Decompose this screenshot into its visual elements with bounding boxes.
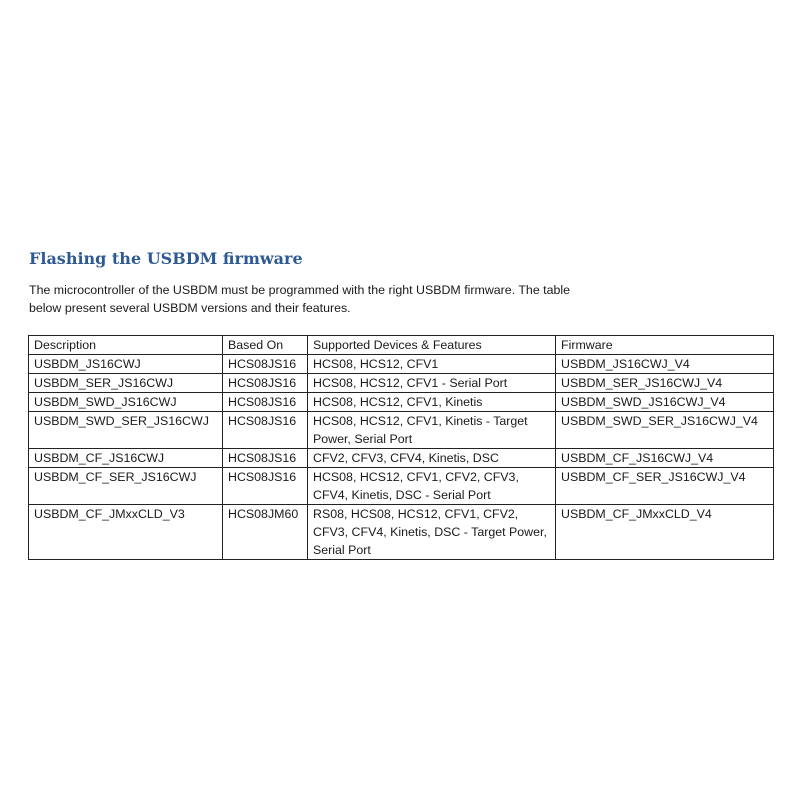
cell-description: USBDM_JS16CWJ: [29, 355, 223, 374]
table-header-row: [29, 336, 774, 355]
cell-supported-devices: RS08, HCS08, HCS12, CFV1, CFV2, CFV3, CFV4, Kinetis, DSC - Target Power, Serial Port: [308, 505, 556, 560]
cell-based-on: HCS08JS16: [223, 412, 308, 449]
cell-supported-devices: HCS08, HCS12, CFV1, Kinetis - Target Power, Serial Port: [308, 412, 556, 449]
table-row: [29, 393, 774, 412]
cell-description: USBDM_CF_JS16CWJ: [29, 449, 223, 468]
cell-supported-devices: HCS08, HCS12, CFV1, CFV2, CFV3, CFV4, Kinetis, DSC - Serial Port: [308, 468, 556, 505]
table-row: [29, 412, 774, 449]
header-based-on: Based On: [223, 336, 308, 355]
table-row: [29, 449, 774, 468]
cell-firmware: USBDM_SER_JS16CWJ_V4: [556, 374, 774, 393]
cell-supported-devices: HCS08, HCS12, CFV1, Kinetis: [308, 393, 556, 412]
header-description: Description: [29, 336, 223, 355]
header-firmware: Firmware: [556, 336, 774, 355]
intro-paragraph: [29, 281, 669, 317]
cell-based-on: HCS08JM60: [223, 505, 308, 560]
cell-based-on: HCS08JS16: [223, 355, 308, 374]
cell-description: USBDM_CF_JMxxCLD_V3: [29, 505, 223, 560]
intro-line: below present several USBDM versions and their features.: [29, 301, 351, 315]
cell-firmware: USBDM_CF_SER_JS16CWJ_V4: [556, 468, 774, 505]
cell-description: USBDM_SWD_SER_JS16CWJ: [29, 412, 223, 449]
section-heading: Flashing the USBDM firmware: [29, 249, 303, 268]
cell-firmware: USBDM_SWD_JS16CWJ_V4: [556, 393, 774, 412]
cell-based-on: HCS08JS16: [223, 374, 308, 393]
cell-firmware: USBDM_JS16CWJ_V4: [556, 355, 774, 374]
cell-firmware: USBDM_CF_JS16CWJ_V4: [556, 449, 774, 468]
cell-firmware: USBDM_SWD_SER_JS16CWJ_V4: [556, 412, 774, 449]
cell-description: USBDM_SWD_JS16CWJ: [29, 393, 223, 412]
cell-supported-devices: HCS08, HCS12, CFV1: [308, 355, 556, 374]
table-row: [29, 505, 774, 560]
table-row: [29, 355, 774, 374]
cell-firmware: USBDM_CF_JMxxCLD_V4: [556, 505, 774, 560]
cell-based-on: HCS08JS16: [223, 449, 308, 468]
header-supported-devices: Supported Devices & Features: [308, 336, 556, 355]
table-row: [29, 374, 774, 393]
cell-supported-devices: CFV2, CFV3, CFV4, Kinetis, DSC: [308, 449, 556, 468]
cell-description: USBDM_SER_JS16CWJ: [29, 374, 223, 393]
intro-line: The microcontroller of the USBDM must be programmed with the right USBDM firmware. The table: [29, 283, 571, 297]
firmware-table: [28, 335, 774, 560]
cell-based-on: HCS08JS16: [223, 393, 308, 412]
table-row: [29, 468, 774, 505]
cell-based-on: HCS08JS16: [223, 468, 308, 505]
cell-description: USBDM_CF_SER_JS16CWJ: [29, 468, 223, 505]
cell-supported-devices: HCS08, HCS12, CFV1 - Serial Port: [308, 374, 556, 393]
